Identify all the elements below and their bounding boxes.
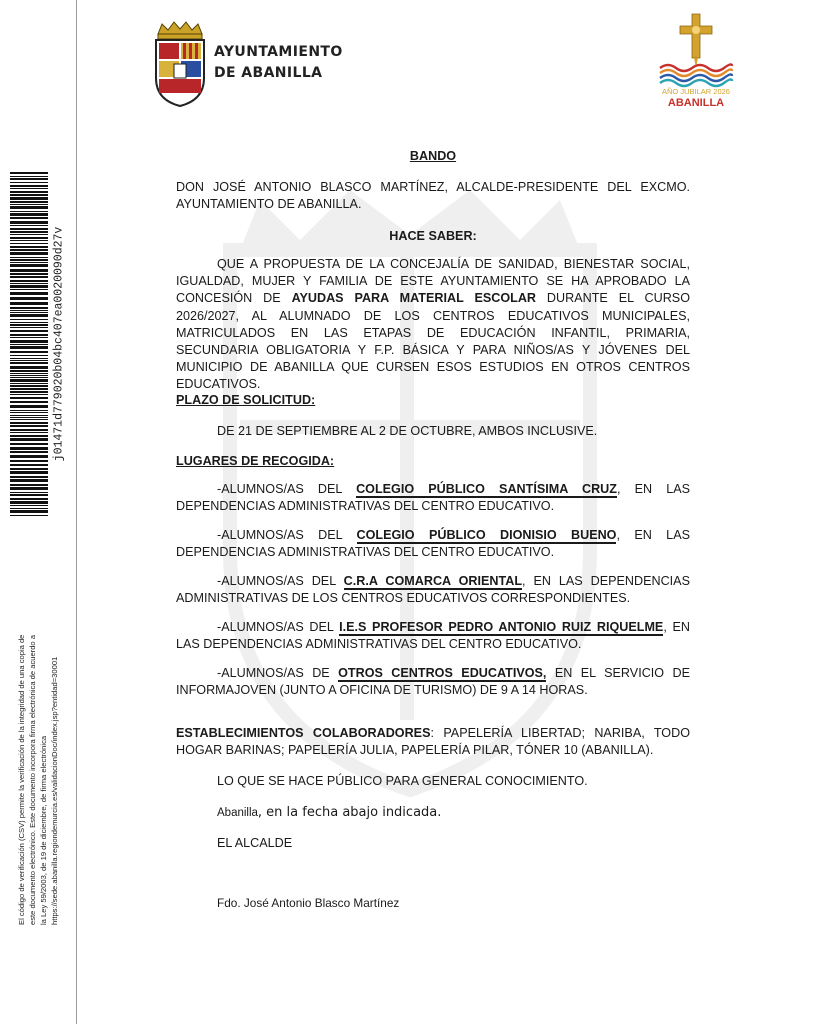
lugar-suffix: , EN LAS DEPENDENCIAS ADMINISTRATIVAS DE LOS CENTROS EDUCATIVOS CORRESPONDIENTES.	[176, 574, 690, 606]
municipality-name-line-2: DE ABANILLA	[214, 65, 323, 81]
lugar-suffix: EN EL SERVICIO DE INFORMAJOVEN (JUNTO A OFICINA DE TURISMO) DE 9 A 14 HORAS.	[176, 666, 690, 698]
intro-paragraph: DON JOSÉ ANTONIO BLASCO MARTÍNEZ, ALCALDE-PRESIDENTE DEL EXCMO. AYUNTAMIENTO DE ABANILLA.	[176, 180, 690, 212]
municipality-name-line-1: AYUNTAMIENTO	[214, 44, 343, 60]
csv-barcode	[10, 172, 48, 516]
date-line	[176, 804, 690, 822]
main-paragraph	[176, 256, 690, 394]
jubilar-town-text: ABANILLA	[667, 97, 725, 109]
date-text: , en la fecha abajo indicada.	[257, 805, 442, 820]
lugares-heading: LUGARES DE RECOGIDA:	[176, 454, 335, 468]
lugar-centro: I.E.S PROFESOR PEDRO ANTONIO RUIZ RIQUELME	[339, 620, 664, 634]
establecimientos-list: : PAPELERÍA LIBERTAD; NARIBA, TODO HOGAR BARINAS; PAPELERÍA JULIA, PAPELERÍA PILAR, TÓNER 10 (ABANILLA).	[176, 726, 690, 758]
lugar-prefix: -ALUMNOS/AS DEL	[217, 528, 357, 542]
lugar-centro: COLEGIO PÚBLICO DIONISIO BUENO	[356, 528, 617, 542]
lugar-centro: COLEGIO PÚBLICO SANTÍSIMA CRUZ	[356, 482, 617, 496]
lugar-prefix: -ALUMNOS/AS DE	[217, 666, 339, 680]
lugar-item	[176, 527, 690, 561]
lugar-item	[176, 573, 690, 607]
csv-note-line-3: la Ley 59/2003, de 19 de diciembre, de firma electrónica	[39, 735, 48, 925]
lugar-suffix: , EN LAS DEPENDENCIAS ADMINISTRATIVAS DEL CENTRO EDUCATIVO.	[176, 482, 690, 514]
signature-line: Fdo. José Antonio Blasco Martínez	[217, 896, 400, 910]
document-title: BANDO	[409, 149, 457, 163]
lugar-suffix: , EN LAS DEPENDENCIAS ADMINISTRATIVAS DEL CENTRO EDUCATIVO.	[176, 528, 690, 560]
main-paragraph-start: QUE A PROPUESTA DE LA CONCEJALÍA DE SANIDAD, BIENESTAR SOCIAL, IGUALDAD, MUJER Y FAMILIA DE ESTE AYUNTAMIENTO SE HA APROBADO LA CONCESIÓN DE	[176, 257, 690, 306]
plazo-heading: PLAZO DE SOLICITUD:	[176, 393, 316, 407]
jubilar-2026-logo	[654, 12, 738, 112]
csv-note-url: https://sede.abanilla.regiondemurcia.es/validacionDoc/index.jsp?entidad=30001	[50, 656, 59, 925]
lugar-prefix: -ALUMNOS/AS DEL	[217, 482, 357, 496]
plazo-text: DE 21 DE SEPTIEMBRE AL 2 DE OCTUBRE, AMBOS INCLUSIVE.	[217, 424, 598, 438]
lugar-item	[176, 619, 690, 653]
lugar-centro: OTROS CENTROS EDUCATIVOS,	[338, 666, 547, 680]
establecimientos-paragraph	[176, 725, 690, 759]
lugar-suffix: , EN LAS DEPENDENCIAS ADMINISTRATIVAS DEL CENTRO EDUCATIVO.	[176, 620, 690, 652]
csv-note-line-2: este documento electrónico. Este documento incorpora firma electrónica de acuerdo a	[28, 635, 37, 925]
place-name: Abanilla	[217, 807, 258, 819]
csv-note-line-1: El código de verificación (CSV) permite la verificación de la integridad de una copia de	[17, 634, 26, 925]
lugar-prefix: -ALUMNOS/AS DEL	[217, 574, 344, 588]
hace-saber-heading: HACE SABER:	[389, 229, 477, 243]
signer-title: EL ALCALDE	[217, 836, 293, 850]
lugar-item	[176, 481, 690, 515]
margin-line	[76, 0, 77, 1024]
barcode-code-text: j01471d779020b04bc407ea0020090d27v	[52, 226, 66, 462]
ayudas-material-escolar: AYUDAS PARA MATERIAL ESCOLAR	[291, 291, 537, 306]
establecimientos-heading: ESTABLECIMIENTOS COLABORADORES	[176, 726, 431, 740]
main-paragraph-end: DURANTE EL CURSO 2026/2027, AL ALUMNADO DE LOS CENTROS EDUCATIVOS MUNICIPALES, MATRICULADOS EN LAS ETAPAS DE EDUCACIÓN INFANTIL, PRIMARIA, SECUNDARIA OBLIGATORIA Y F.P. BÁSICA Y PARA NIÑOS/AS Y JÓVENES DEL MUNICIPIO DE ABANILLA QUE CURSEN ESOS ESTUDIOS EN OTROS CENTROS EDUCATIVOS.	[176, 291, 691, 392]
jubilar-year-text: AÑO JUBILAR 2026	[662, 87, 730, 96]
coat-of-arms-logo	[150, 20, 210, 110]
lugar-prefix: -ALUMNOS/AS DEL	[217, 620, 340, 634]
closing-text: LO QUE SE HACE PÚBLICO PARA GENERAL CONOCIMIENTO.	[217, 774, 588, 788]
municipality-name	[214, 42, 343, 84]
lugar-item	[176, 665, 690, 699]
lugar-centro: C.R.A COMARCA ORIENTAL	[343, 574, 523, 588]
